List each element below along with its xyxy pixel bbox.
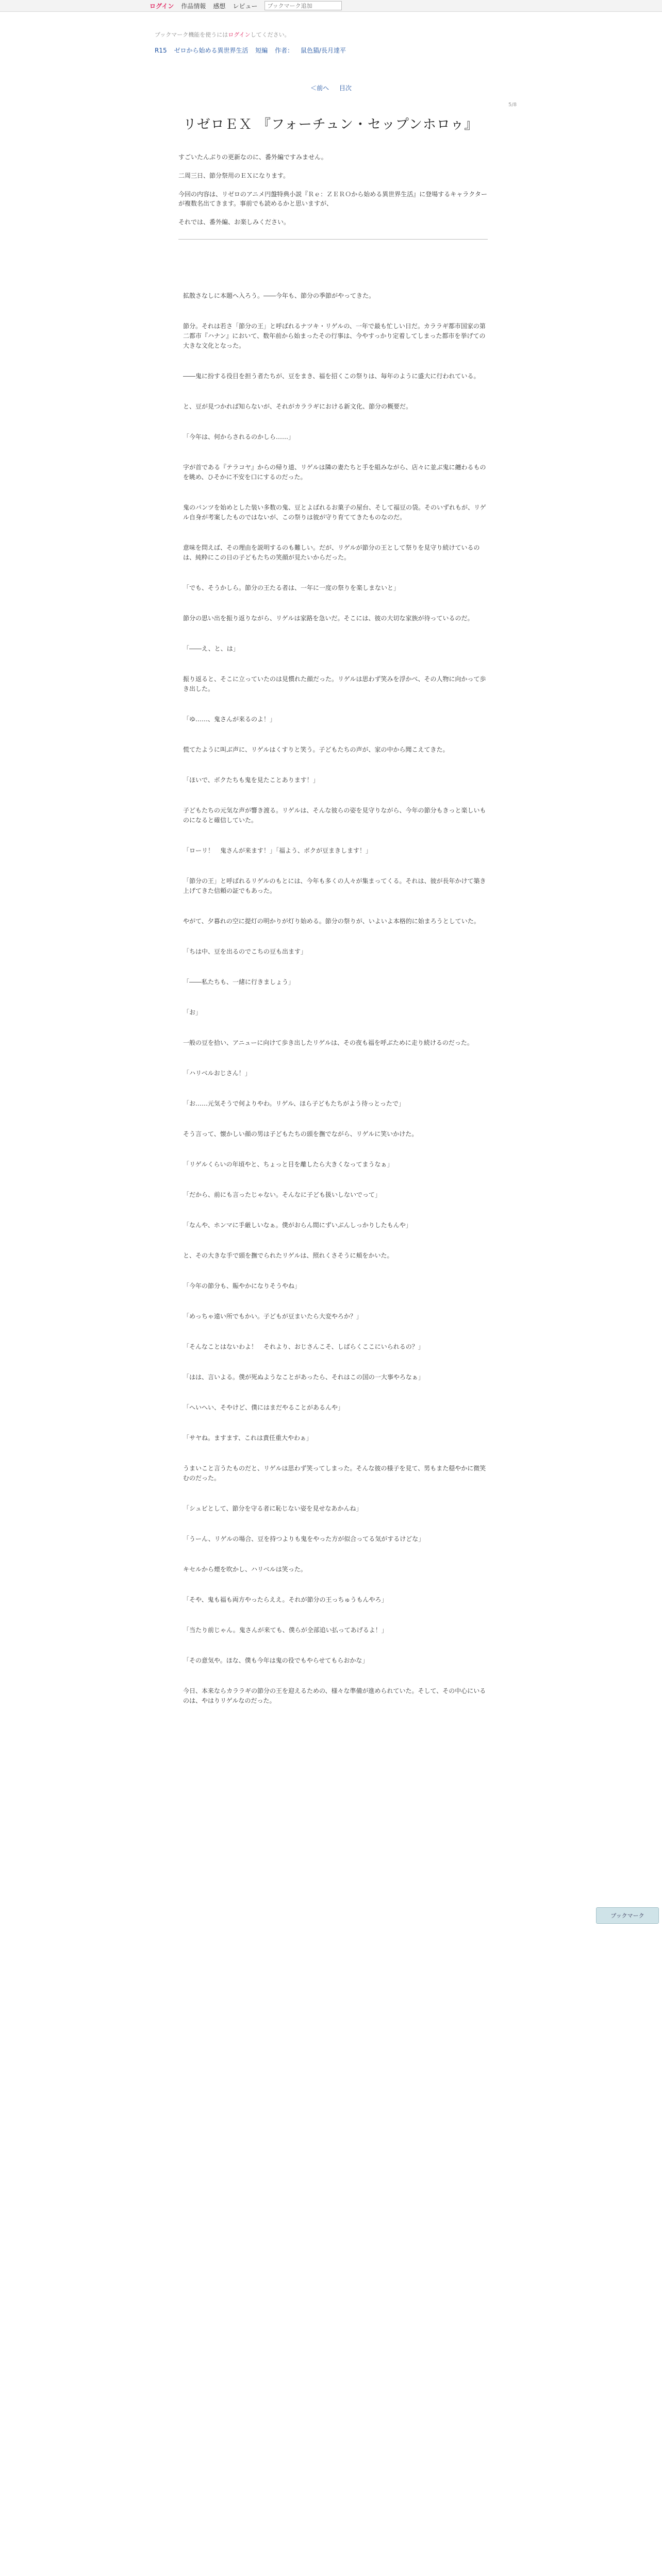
floating-bookmark-button[interactable]: ブックマーク (596, 1907, 659, 1924)
body-paragraph: 節分の思い出を振り返りながら、リゲルは家路を急いだ。そこには、彼の大切な家族が待っているのだ。 (183, 615, 474, 622)
body-paragraph: 「サヤね。ますます、これは責任重大やわぁ」 (183, 1434, 312, 1442)
body-paragraph: 「当たり前じゃん。鬼さんが来ても、僕らが全部追い払ってあげるよ！」 (183, 1626, 388, 1634)
breadcrumb-series[interactable]: ゼロから始める異世界生活 (174, 47, 249, 54)
body-paragraph: 「なんや、ホンマに手厳しいなぁ。僕がおらん間にずいぶんしっかりしたもんや」 (183, 1222, 412, 1229)
body-paragraph: 「ちは中、豆を出るのでこちの豆も出ます」 (183, 948, 307, 955)
body-paragraph: キセルから煙を吹かし、ハリベルは笑った。 (183, 1566, 307, 1573)
body-paragraph: 鬼のパンツを始めとした装い多数の鬼、豆とよばれるお菓子の屋台、そして福豆の袋。そのいずれもが、リゲル自身が考案したものではないが、この祭りは彼が守り育ててきたものなのだ。 (183, 504, 486, 521)
body-paragraph: やがて、夕暮れの空に提灯の明かりが灯り始める。節分の祭りが、いよいよ本格的に始まろうとしていた。 (183, 918, 480, 925)
breadcrumb (155, 46, 662, 55)
preface-line: 二周三日、節分祭用のＥＸになります。 (178, 172, 290, 179)
body-paragraph: 「ローリ！ 鬼さんが来ます！」「福よう、ボクが豆まきします！」 (183, 847, 372, 854)
breadcrumb-rating: R15 (155, 47, 167, 54)
body-paragraph: 「ほいで、ボクたちも鬼を見たことあります！」 (183, 776, 319, 784)
chapter-body (183, 291, 487, 1706)
chapter-title: リゼロＥＸ 『フォーチュン・セップンホロゥ』 (183, 117, 478, 132)
body-paragraph: 字が首である『テラコヤ』からの帰り道、リゲルは隣の妻たちと手を組みながら、店々に並ぶ鬼に纏わるものを眺め、ひそかに不安を口にするのだった。 (183, 464, 486, 481)
body-paragraph: うまいこと言うたものだと、リゲルは思わず笑ってしまった。そんな彼の様子を見て、男もまた穏やかに微笑むのだった。 (183, 1465, 486, 1482)
nav-link-works[interactable]: 作品情報 (181, 2, 206, 10)
body-paragraph: 「――え、と、は」 (183, 645, 239, 652)
body-paragraph: 「今年は、何からされるのかしら……」 (183, 433, 295, 440)
body-paragraph: と、豆が見つかれば知らないが、それがカララギにおける新文化、節分の概要だ。 (183, 403, 412, 410)
body-paragraph: 「その意気や。ほな、僕も今年は鬼の役でもやらせてもらおかな」 (183, 1657, 369, 1664)
prev-chapter-link[interactable]: ＜前へ (310, 84, 329, 92)
body-paragraph: 拡散さなしに本題へ入ろう。――今年も、節分の季節がやってきた。 (183, 292, 375, 299)
body-paragraph: 「――私たちも、一緒に行きましょう」 (183, 978, 295, 986)
page-count: 5/8 (508, 102, 517, 108)
body-paragraph: 「へいへい、そやけど、僕にはまだやることがあるんや」 (183, 1404, 344, 1411)
body-paragraph: 節分。それは若さ「節分の王」と呼ばれるナツキ・リゲルの、一年で最も忙しい日だ。カララギ都市国家の第二都市『ハナン』において、数年前から始まったその行事は、今やすっかり定着してしまった都市を挙げての大きな文化となった。 (183, 323, 486, 349)
body-paragraph: 「お」 (183, 1009, 202, 1016)
body-paragraph: 「はは、言いよる。僕が死ぬようなことがあったら、それはこの国の一大事やろなぁ」 (183, 1374, 424, 1381)
preface-line: それでは、番外編、お楽しみください。 (178, 218, 290, 226)
body-paragraph: 「節分の王」と呼ばれるリゲルのもとには、今年も多くの人々が集まってくる。それは、彼が長年かけて築き上げてきた信頼の証でもあった。 (183, 877, 486, 894)
preface-line: すごいたんぶりの更新なのに、番外編ですみません。 (178, 154, 327, 161)
breadcrumb-author-label: 作者： (275, 47, 294, 54)
body-paragraph: 一般の豆を拾い、アニューに向けて歩き出したリゲルは、その夜も福を呼ぶために走り続けるのだった。 (183, 1039, 473, 1046)
body-paragraph: 「お……元気そうで何よりやわ。リゲル、ほら子どもたちがよう待っとったで」 (183, 1100, 405, 1107)
breadcrumb-author[interactable]: 鼠色猫/長月達平 (300, 47, 346, 54)
chapter-pager (0, 83, 662, 92)
body-paragraph: 「でも、そうかしら。節分の王たる者は、一年に一度の祭りを楽しまないと」 (183, 584, 400, 591)
toc-link[interactable]: 目次 (339, 84, 352, 92)
bookmark-add-field[interactable] (264, 1, 342, 10)
nav-link-impressions[interactable]: 感想 (213, 2, 226, 10)
body-paragraph: 「めっちゃ遠い所でもかい。子どもが豆まいたら大変やろか？」 (183, 1313, 362, 1320)
body-paragraph: 今日、本来ならカララギの節分の王を迎えるための、様々な準備が進められていた。そして、その中心にいるのは、やはりリゲルなのだった。 (183, 1687, 486, 1704)
body-paragraph: 「そんなことはないわよ！ それより、おじさんこそ、しばらくここにいられるの？」 (183, 1343, 424, 1350)
breadcrumb-type: 短編 (255, 47, 268, 54)
body-paragraph: 慌てたように叫ぶ声に、リゲルはくすりと笑う。子どもたちの声が、家の中から聞こえてきた。 (183, 746, 449, 753)
body-paragraph: 意味を問えば、その理由を説明するのも難しい。だが、リゲルが節分の王として祭りを見守り続けているのは、純粋にこの日の子どもたちの笑顔が見たいからだった。 (183, 544, 480, 561)
preface (178, 152, 488, 227)
body-paragraph: と、その大きな手で頭を撫でられたリゲルは、照れくさそうに頬をかいた。 (183, 1252, 393, 1259)
body-paragraph: 振り返ると、そこに立っていたのは見慣れた顔だった。リゲルは思わず笑みを浮かべ、その人物に向かって歩き出した。 (183, 675, 486, 692)
notice-login-link[interactable]: ログイン (228, 31, 251, 38)
body-paragraph: 「リゲルくらいの年頃やと、ちょっと目を離したら大きくなってまうなぁ」 (183, 1161, 393, 1168)
notice-suffix: してください。 (250, 31, 290, 38)
login-notice (155, 30, 662, 39)
body-paragraph: 「今年の節分も、賑やかになりそうやね」 (183, 1282, 301, 1290)
top-nav-bar (0, 0, 662, 12)
preface-divider (178, 239, 488, 240)
body-paragraph: ――鬼に扮する役目を担う者たちが、豆をまき、福を招くこの祭りは、毎年のように盛大に行われている。 (183, 372, 480, 380)
body-paragraph: 「ハリベルおじさん！」 (183, 1070, 251, 1077)
notice-prefix: ブックマーク機能を使うには (155, 31, 228, 38)
body-paragraph: 「だから、前にも言ったじゃない。そんなに子ども扱いしないでって」 (183, 1191, 382, 1198)
preface-line: 今回の内容は、リゼロのアニメ円盤特典小説『Ｒｅ：ＺＥＲＯから始める異世界生活』に登場するキャラクターが複数名出てきます。事前でも読めるかと思いますが、 (178, 191, 488, 207)
body-paragraph: 「うーん、リゲルの場合、豆を持つよりも鬼をやった方が似合ってる気がするけどな」 (183, 1535, 425, 1543)
nav-link-reviews[interactable]: レビュー (233, 2, 258, 10)
body-paragraph: そう言って、懐かしい顔の男は子どもたちの頭を撫でながら、リゲルに笑いかけた。 (183, 1130, 418, 1138)
body-paragraph: 「そや、鬼も福も両方やったらええ。それが節分の王っちゅうもんやろ」 (183, 1596, 388, 1603)
body-paragraph: 「ゆ……、鬼さんが来るのよ！」 (183, 716, 276, 723)
body-paragraph: 「シュビとして、節分を守る者に恥じない姿を見せなあかんね」 (183, 1505, 362, 1512)
body-paragraph: 子どもたちの元気な声が響き渡る。リゲルは、そんな彼らの姿を見守りながら、今年の節分もきっと楽しいものになると確信していた。 (183, 807, 486, 824)
login-link[interactable]: ログイン (150, 2, 174, 10)
